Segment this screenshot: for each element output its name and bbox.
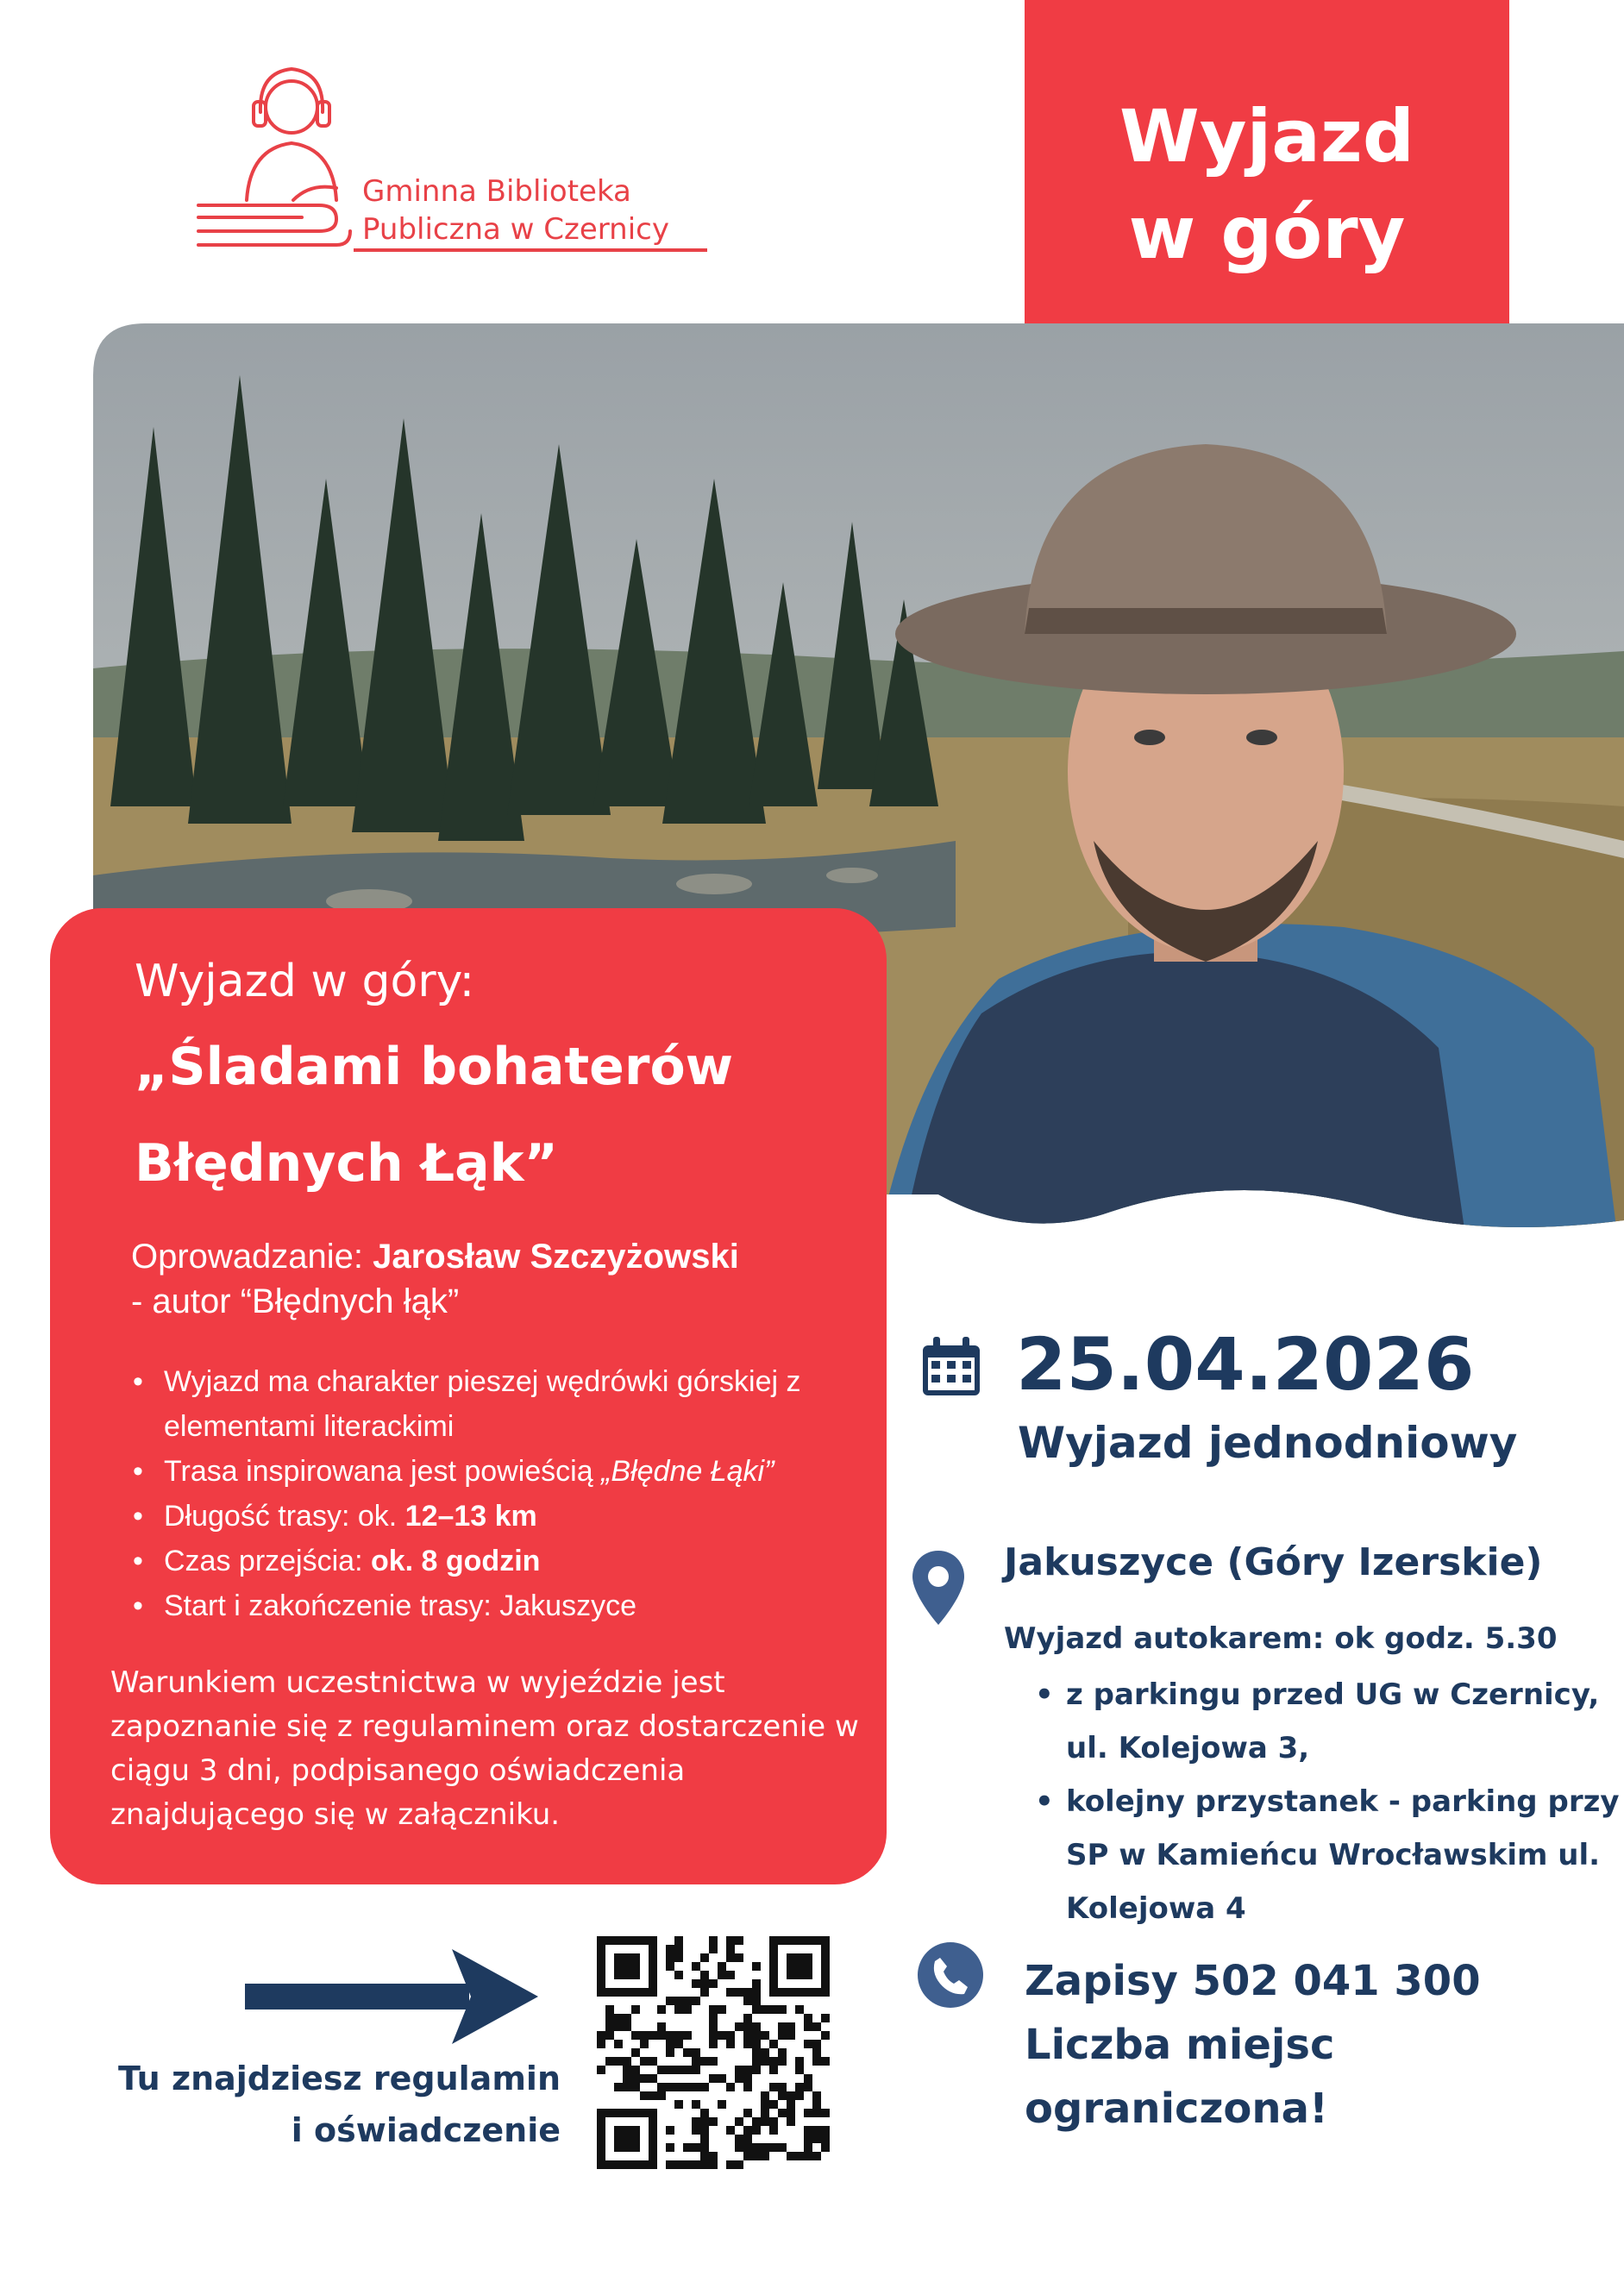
walk-time-label: Czas przejścia: [164, 1545, 371, 1577]
route-inspiration-text: Trasa inspirowana jest powieścią [164, 1455, 602, 1488]
guide-role: - autor “Błędnych łąk” [131, 1282, 460, 1320]
list-item [133, 1449, 875, 1494]
library-logo [190, 53, 724, 269]
trip-nature-text: Wyjazd ma charakter pieszej wędrówki górskiej z elementami literackimi [164, 1365, 801, 1443]
list-item [133, 1359, 875, 1449]
card-title-line1: „Śladami bohaterów [135, 1037, 734, 1097]
phone-icon [916, 1941, 985, 2010]
list-item [133, 1494, 875, 1539]
badge-line1: Wyjazd [1119, 94, 1414, 179]
location-pin-icon [911, 1549, 966, 1627]
card-pretitle: Wyjazd w góry: [135, 956, 475, 1007]
event-location: Jakuszyce (Góry Izerskie) [1004, 1540, 1543, 1584]
trip-info-card [50, 908, 887, 1884]
qr-label-line1: Tu znajdziesz regulamin [117, 2060, 561, 2097]
list-item [133, 1539, 875, 1583]
trip-details-list [133, 1359, 875, 1628]
library-name [362, 172, 669, 248]
arrow-right-icon [245, 1949, 538, 2044]
badge-line2: w góry [1128, 191, 1406, 275]
signup-info [1025, 1949, 1624, 2141]
card-title [135, 1019, 876, 1212]
bus-stop-1: • z parkingu przed UG w Czernicy, ul. Kolejowa 3, [1035, 1668, 1621, 1775]
guide-name: Jarosław Szczyżowski [373, 1238, 739, 1276]
participation-conditions: Warunkiem uczestnictwa w wyjeździe jest zapoznanie się z regulaminem oraz dostarczenie w ciągu 3 dni, podpisanego oświadczenia znajdującego się w załączniku. [110, 1665, 859, 1832]
calendar-icon [919, 1335, 983, 1399]
guide-info [131, 1234, 873, 1324]
qr-label [86, 2053, 561, 2156]
card-title-line2: Błędnych Łąk” [135, 1133, 558, 1194]
logo-underline [354, 248, 707, 252]
qr-code[interactable] [597, 1936, 830, 2169]
reader-with-headphones-icon [190, 53, 362, 260]
list-item [133, 1583, 875, 1628]
route-length-value: 12–13 km [404, 1500, 537, 1533]
signup-phone: Zapisy 502 041 300 [1025, 1957, 1481, 2005]
title-badge [1025, 0, 1509, 369]
novel-title: „Błędne Łąki” [601, 1455, 774, 1488]
library-name-line2: Publiczna w Czernicy [362, 212, 669, 247]
start-end-text: Start i zakończenie trasy: Jakuszyce [164, 1589, 637, 1622]
bus-stop-2: • kolejny przystanek - parking przy SP w Kamieńcu Wrocławskim ul. Kolejowa 4 [1035, 1775, 1621, 1935]
qr-label-line2: i oświadczenie [291, 2111, 561, 2149]
guide-label: Oprowadzanie: [131, 1238, 373, 1276]
route-length-label: Długość trasy: ok. [164, 1500, 405, 1533]
walk-time-value: ok. 8 godzin [370, 1545, 541, 1577]
bus-departure: Wyjazd autokarem: ok godz. 5.30 [1004, 1621, 1558, 1656]
limited-seats: Liczba miejsc ograniczona! [1025, 2021, 1335, 2133]
event-date: 25.04.2026 [1016, 1322, 1475, 1407]
bus-stops-list [1035, 1668, 1621, 1935]
library-name-line1: Gminna Biblioteka [362, 174, 631, 209]
event-duration: Wyjazd jednodniowy [1018, 1418, 1518, 1468]
